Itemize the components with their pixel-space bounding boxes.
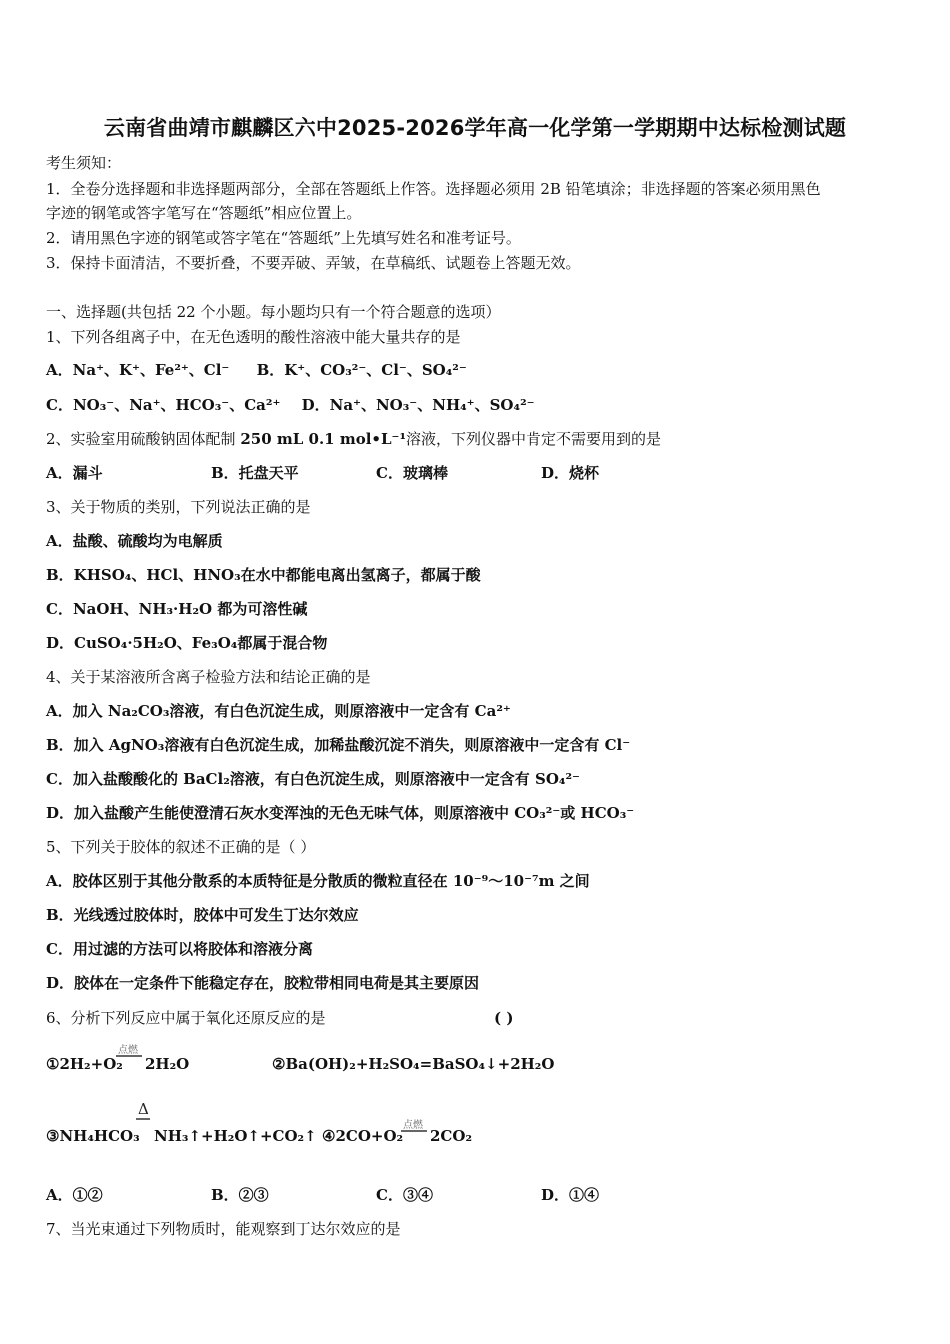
question-2-concentration: 250 mL 0.1 mol•L⁻¹ (240, 430, 407, 448)
reaction-3-condition: Δ (138, 1100, 149, 1118)
option-3-c[interactable]: C．NaOH、NH₃·H₂O 都为可溶性碱 (46, 600, 308, 618)
option-2-b[interactable]: B．托盘天平 (211, 464, 299, 482)
reaction-3-products: NH₃↑+H₂O↑+CO₂↑ (154, 1127, 317, 1145)
question-2-stem-post: 溶液，下列仪器中肯定不需要用到的是 (406, 430, 662, 448)
option-4-a[interactable]: A．加入 Na₂CO₃溶液，有白色沉淀生成，则原溶液中一定含有 Ca²⁺ (46, 702, 511, 720)
reaction-4-reactants: ④2CO+O₂ (322, 1127, 404, 1145)
section-heading: 一、选择题(共包括 22 个小题。每小题均只有一个符合题意的选项） (46, 303, 501, 321)
notice-heading: 考生须知： (46, 154, 122, 172)
option-4-b[interactable]: B．加入 AgNO₃溶液有白色沉淀生成，加稀盐酸沉淀不消失，则原溶液中一定含有 Cl⁻ (46, 736, 631, 754)
question-2-stem (46, 429, 661, 449)
option-2-c[interactable]: C．玻璃棒 (376, 464, 448, 482)
reaction-4-arrow (401, 1130, 427, 1132)
question-3-stem: 3、关于物质的类别，下列说法正确的是 (46, 498, 311, 516)
option-1-b[interactable]: B．K⁺、CO₃²⁻、Cl⁻、SO₄²⁻ (256, 361, 467, 379)
question-4-stem: 4、关于某溶液所含离子检验方法和结论正确的是 (46, 668, 371, 686)
question-2-stem-pre: 2、实验室用硫酸钠固体配制 (46, 430, 241, 448)
option-6-b[interactable]: B．②③ (211, 1186, 269, 1204)
option-4-c[interactable]: C．加入盐酸酸化的 BaCl₂溶液，有白色沉淀生成，则原溶液中一定含有 SO₄²⁻ (46, 770, 580, 788)
option-5-b[interactable]: B．光线透过胶体时，胶体中可发生丁达尔效应 (46, 906, 359, 924)
option-5-a[interactable]: A．胶体区别于其他分散系的本质特征是分散质的微粒直径在 10⁻⁹～10⁻⁷m 之间 (46, 872, 590, 890)
option-2-a[interactable]: A．漏斗 (46, 464, 103, 482)
reaction-1-condition: 点燃 (118, 1045, 138, 1056)
notice-item-2: 2．请用黑色字迹的钢笔或答字笔在“答题纸”上先填写姓名和准考证号。 (46, 229, 521, 247)
notice-item-3: 3．保持卡面清洁，不要折叠，不要弄破、弄皱，在草稿纸、试题卷上答题无效。 (46, 254, 581, 272)
option-6-c[interactable]: C．③④ (376, 1186, 433, 1204)
reaction-1-products: 2H₂O (145, 1055, 190, 1073)
question-7-stem: 7、当光束通过下列物质时，能观察到丁达尔效应的是 (46, 1220, 401, 1238)
reaction-3-reactants: ③NH₄HCO₃ (46, 1127, 140, 1145)
question-1-stem: 1、下列各组离子中，在无色透明的酸性溶液中能大量共存的是 (46, 328, 461, 346)
option-5-c[interactable]: C．用过滤的方法可以将胶体和溶液分离 (46, 940, 313, 958)
reaction-3-arrow (136, 1118, 150, 1120)
option-1-d[interactable]: D．Na⁺、NO₃⁻、NH₄⁺、SO₄²⁻ (301, 396, 535, 414)
notice-item-1: 1．全卷分选择题和非选择题两部分，全部在答题纸上作答。选择题必须用 2B 铅笔填涂；非选择题的答案必须用黑色 (46, 180, 821, 198)
question-6-answer-paren: ( ) (494, 1009, 514, 1027)
question-1-options-ab (46, 360, 467, 380)
reaction-1-arrow (116, 1055, 142, 1057)
option-3-d[interactable]: D．CuSO₄·5H₂O、Fe₃O₄都属于混合物 (46, 634, 328, 652)
option-2-d[interactable]: D．烧杯 (541, 464, 600, 482)
reaction-1-reactants: ①2H₂+O₂ (46, 1055, 123, 1073)
option-5-d[interactable]: D．胶体在一定条件下能稳定存在，胶粒带相同电荷是其主要原因 (46, 974, 480, 992)
option-1-c[interactable]: C．NO₃⁻、Na⁺、HCO₃⁻、Ca²⁺ (46, 396, 281, 414)
reaction-4-condition: 点燃 (403, 1120, 423, 1131)
question-1-options-cd (46, 395, 535, 415)
notice-item-1-cont: 字迹的钢笔或答字笔写在“答题纸”相应位置上。 (46, 204, 362, 222)
reaction-2: ②Ba(OH)₂+H₂SO₄=BaSO₄↓+2H₂O (272, 1055, 555, 1073)
reaction-4-products: 2CO₂ (430, 1127, 473, 1145)
option-6-d[interactable]: D．①④ (541, 1186, 600, 1204)
option-3-a[interactable]: A．盐酸、硫酸均为电解质 (46, 532, 223, 550)
question-5-stem: 5、下列关于胶体的叙述不正确的是（ ） (46, 838, 316, 856)
option-1-a[interactable]: A．Na⁺、K⁺、Fe²⁺、Cl⁻ (46, 361, 230, 379)
option-3-b[interactable]: B．KHSO₄、HCl、HNO₃在水中都能电离出氢离子，都属于酸 (46, 566, 481, 584)
option-6-a[interactable]: A．①② (46, 1186, 103, 1204)
option-4-d[interactable]: D．加入盐酸产生能使澄清石灰水变浑浊的无色无味气体，则原溶液中 CO₃²⁻或 HCO₃⁻ (46, 804, 635, 822)
page-title: 云南省曲靖市麒麟区六中2025-2026学年高一化学第一学期期中达标检测试题 (103, 116, 847, 140)
question-6-stem: 6、分析下列反应中属于氧化还原反应的是 (46, 1009, 326, 1027)
